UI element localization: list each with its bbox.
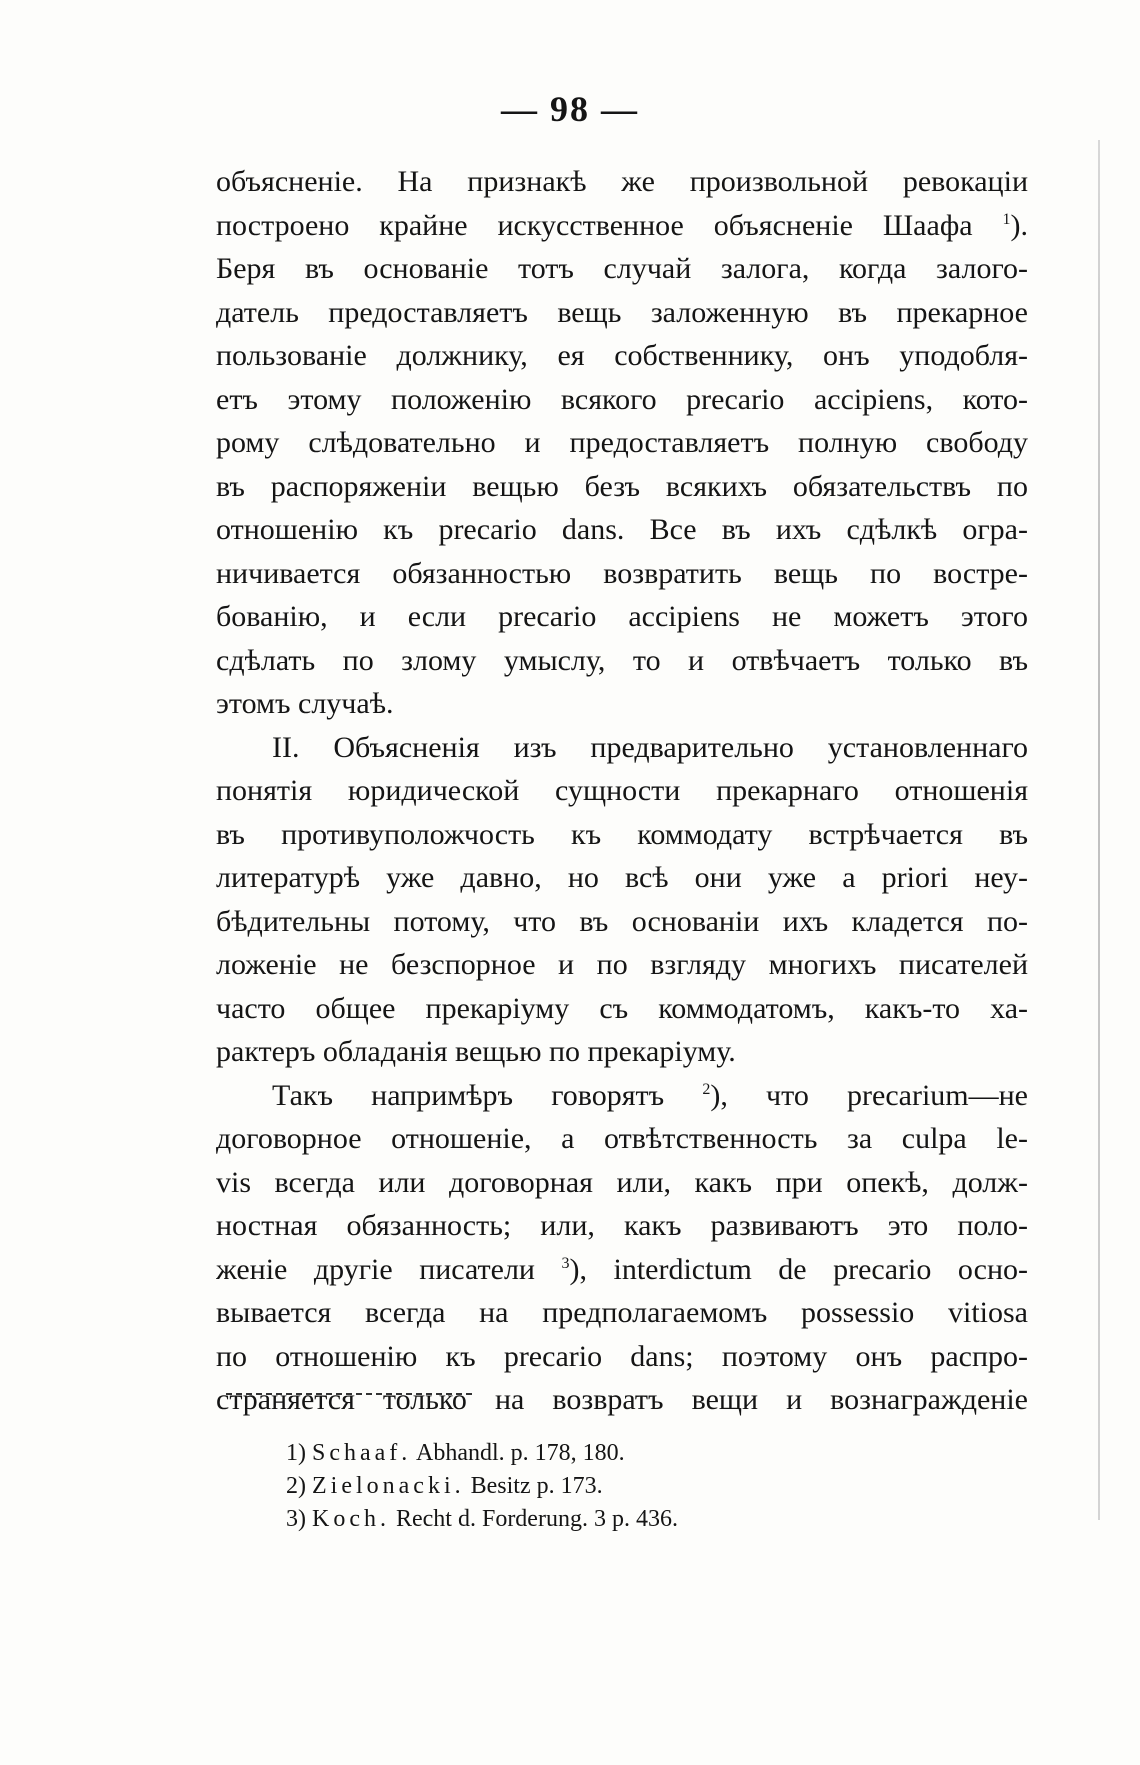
text-segment: II. Объясненія изъ предварительно установленнаго <box>272 730 1028 764</box>
footnote-1 <box>286 1437 886 1470</box>
text-line <box>216 726 1028 770</box>
text-line: ничивается обязанностью возвратить вещь по востре- <box>216 556 1028 590</box>
text-line: сдѣлать по злому умыслу, то и отвѣчаетъ только въ <box>216 643 1028 677</box>
text-line: вывается всегда на предполагаемомъ possessio vitiosa <box>216 1296 1028 1329</box>
text-line: Беря въ основаніе тотъ случай залога, когда залого- <box>216 252 1028 285</box>
text-line: етъ этому положенію всякого precario accipiens, кото- <box>216 382 1028 416</box>
page-number: — 98 — <box>501 89 639 129</box>
text-line <box>216 1248 1028 1292</box>
text-line: бѣдительны потому, что въ основаніи ихъ кладется по- <box>216 904 1028 938</box>
footnote-text: Abhandl. p. 178, 180. <box>415 1440 625 1466</box>
text-line: бованію, и если precario accipiens не можетъ этого <box>216 600 1028 633</box>
text-line: понятія юридической сущности прекарнаго отношенія <box>216 774 1028 807</box>
footnote-marker: 3 <box>561 1254 570 1272</box>
text-line: ностная обязанность; или, какъ развиваютъ это поло- <box>216 1209 1028 1242</box>
text-line: объясненіе. На признакѣ же произвольной ревокаціи <box>216 165 1028 198</box>
text-line: отношенію къ precario dans. Все въ ихъ сдѣлкѣ огра- <box>216 513 1028 546</box>
text-segment: Такъ напримѣръ говорятъ <box>272 1078 665 1112</box>
footnote-author: Zielonacki. <box>312 1473 465 1499</box>
footnotes <box>286 1437 886 1536</box>
text-line: этомъ случаѣ. <box>216 687 394 720</box>
text-segment: женіе другіе писатели <box>216 1252 535 1286</box>
footnote-separator-rule <box>226 1393 472 1395</box>
footnote-text: Besitz p. 173. <box>470 1473 603 1499</box>
footnote-marker: 1 <box>1002 210 1011 228</box>
footnote-number: 2) <box>286 1473 306 1499</box>
text-segment: ), interdictum de precario осно- <box>569 1252 1028 1286</box>
text-line <box>216 1074 1028 1118</box>
paragraph-3 <box>216 1074 1028 1422</box>
footnote-author: Koch. <box>312 1506 390 1532</box>
footnote-marker: 2 <box>702 1080 711 1098</box>
paragraph-2 <box>216 726 1028 1074</box>
text-line: ложеніе не безспорное и по взгляду многихъ писателей <box>216 948 1028 981</box>
text-line: въ противуположчость къ коммодату встрѣчается въ <box>216 817 1028 851</box>
footnote-2 <box>286 1470 886 1503</box>
text-line: по отношенію къ precario dans; поэтому онъ распро- <box>216 1339 1028 1373</box>
text-line: рому слѣдовательно и предоставляетъ полную свободу <box>216 426 1028 459</box>
text-line: страняется только на возвратъ вещи и вознагражденіе <box>216 1383 1028 1416</box>
page-edge-shadow <box>1098 140 1100 1520</box>
footnote-number: 3) <box>286 1506 306 1532</box>
text-segment: ). <box>1010 208 1028 242</box>
text-line <box>216 204 1028 248</box>
text-segment: построено крайне искусственное объясненіе Шаафа <box>216 208 973 242</box>
footnote-3 <box>286 1503 886 1536</box>
text-line: договорное отношеніе, а отвѣтственность за culpa le- <box>216 1122 1028 1155</box>
footnote-text: Recht d. Forderung. 3 p. 436. <box>395 1506 678 1532</box>
text-line: датель предоставляетъ вещь заложенную въ прекарное <box>216 295 1028 329</box>
text-line: пользованіе должнику, ея собственнику, онъ уподобля- <box>216 339 1028 372</box>
text-line: vis всегда или договорная или, какъ при опекѣ, долж- <box>216 1165 1028 1199</box>
text-segment: ), что precarium—не <box>710 1078 1028 1112</box>
footnote-number: 1) <box>286 1440 306 1466</box>
footnote-author: Schaaf. <box>312 1440 412 1466</box>
body-text <box>216 160 1028 1422</box>
text-line: часто общее прекаріуму съ коммодатомъ, какъ-то ха- <box>216 991 1028 1025</box>
text-line: въ распоряженіи вещью безъ всякихъ обязательствъ по <box>216 469 1028 503</box>
paragraph-1 <box>216 160 1028 726</box>
text-line: рактеръ обладанія вещью по прекаріуму. <box>216 1035 736 1068</box>
text-line: литературѣ уже давно, но всѣ они уже a priori неу- <box>216 861 1028 894</box>
